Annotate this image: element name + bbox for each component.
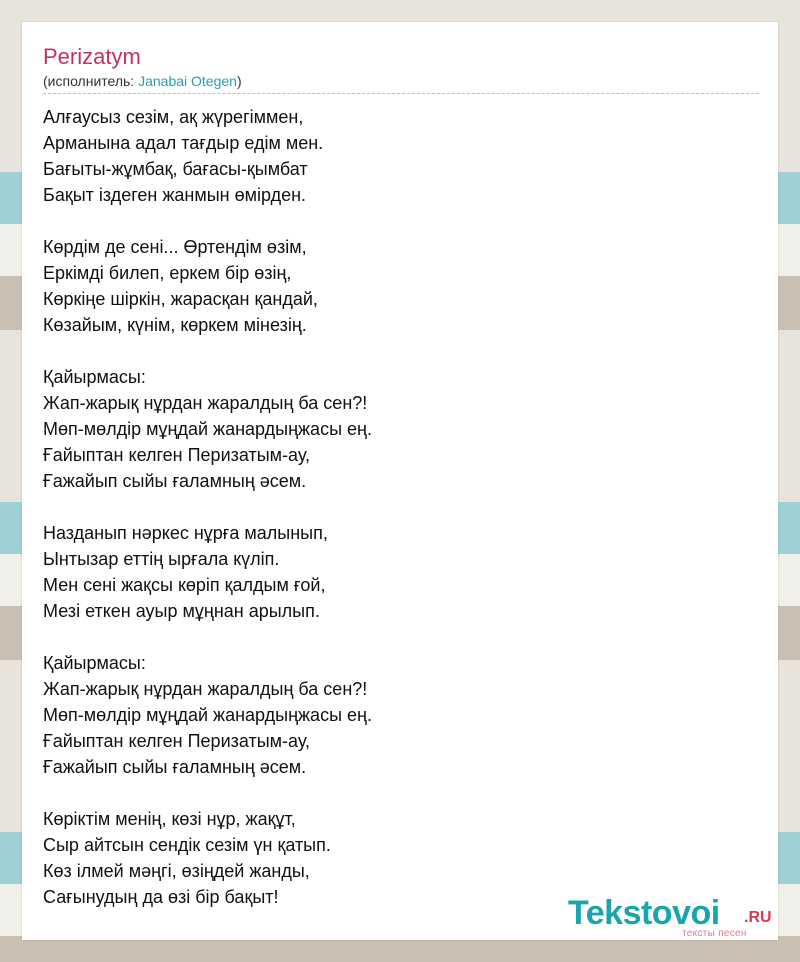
- lyrics-line: Сыр айтсын сендік сезім үн қатып.: [43, 835, 331, 855]
- lyrics-stanza: [43, 520, 743, 624]
- lyrics-line: Арманына адал тағдыр едім мен.: [43, 133, 324, 153]
- site-logo[interactable]: [568, 894, 778, 942]
- lyrics-line: Мөп-мөлдір мұңдай жанардыңжасы ең.: [43, 419, 372, 439]
- performer-suffix: ): [236, 73, 242, 89]
- lyrics-line: Ғажайып сыйы ғаламның әсем.: [43, 757, 307, 777]
- lyrics-line: Қайырмасы:: [43, 653, 146, 673]
- performer-line: [43, 73, 242, 89]
- lyrics-line: Қайырмасы:: [43, 367, 146, 387]
- lyrics-body: [43, 104, 743, 936]
- performer-prefix: (исполнитель:: [43, 73, 139, 89]
- lyrics-line: Ғажайып сыйы ғаламның әсем.: [43, 471, 307, 491]
- lyrics-line: Жап-жарық нұрдан жаралдың ба сен?!: [43, 393, 368, 413]
- lyrics-line: Назданып нәркес нұрға малынып,: [43, 523, 328, 543]
- lyrics-line: Ғайыптан келген Перизатым-ау,: [43, 731, 311, 751]
- lyrics-line: Көрдім де сені... Өртендім өзім,: [43, 237, 307, 257]
- logo-tagline: тексты песен: [682, 928, 747, 939]
- lyrics-line: Ынтызар еттің ырғала күліп.: [43, 549, 280, 569]
- performer-link[interactable]: Janabai Otegen: [138, 73, 237, 89]
- lyrics-line: Еркімді билеп, еркем бір өзің,: [43, 263, 292, 283]
- logo-wordmark: Tekstovoi: [568, 894, 720, 932]
- lyrics-line: Сағынудың да өзі бір бақыт!: [43, 887, 279, 907]
- lyrics-line: Мезі еткен ауыр мұңнан арылып.: [43, 601, 320, 621]
- lyrics-line: Көркіңе шіркін, жарасқан қандай,: [43, 289, 318, 309]
- lyrics-line: Жап-жарық нұрдан жаралдың ба сен?!: [43, 679, 368, 699]
- lyrics-stanza: [43, 650, 743, 780]
- lyrics-line: Көріктім менің, көзі нұр, жақұт,: [43, 809, 296, 829]
- song-title: Perizatym: [43, 44, 141, 69]
- lyrics-line: Бақыт іздеген жанмын өмірден.: [43, 185, 307, 205]
- lyrics-line: Көз ілмей мәңгі, өзіңдей жанды,: [43, 861, 310, 881]
- lyrics-card: [22, 22, 778, 940]
- lyrics-line: Алғаусыз сезім, ақ жүрегіммен,: [43, 107, 304, 127]
- divider: [43, 93, 759, 94]
- lyrics-line: Ғайыптан келген Перизатым-ау,: [43, 445, 311, 465]
- lyrics-stanza: [43, 364, 743, 494]
- lyrics-line: Көзайым, күнім, көркем мінезің.: [43, 315, 307, 335]
- lyrics-line: Бағыты-жұмбақ, бағасы-қымбат: [43, 159, 308, 179]
- lyrics-line: Мөп-мөлдір мұңдай жанардыңжасы ең.: [43, 705, 372, 725]
- logo-tld: .RU: [744, 909, 772, 926]
- lyrics-line: Мен сені жақсы көріп қалдым ғой,: [43, 575, 326, 595]
- lyrics-stanza: [43, 104, 743, 208]
- lyrics-stanza: [43, 234, 743, 338]
